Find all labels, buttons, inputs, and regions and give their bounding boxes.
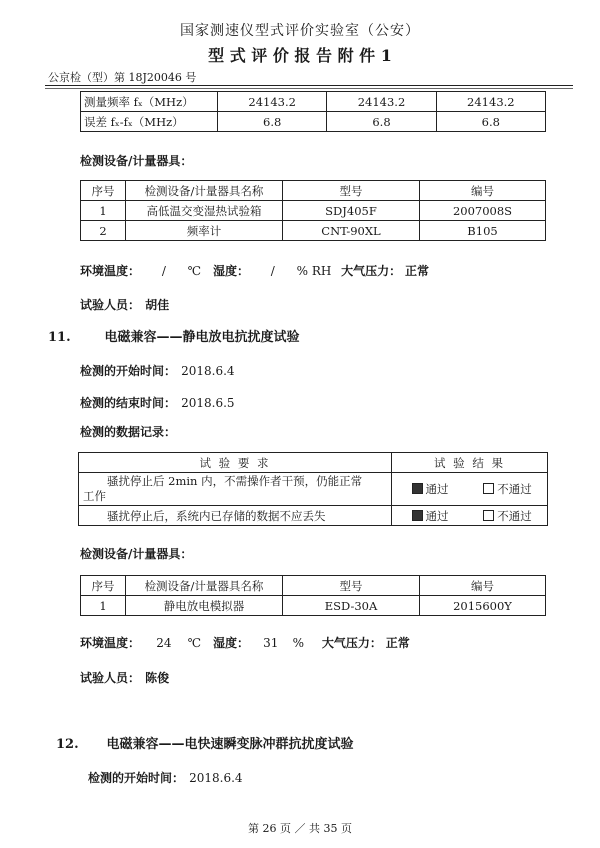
start-time-value: 2018.6.4 (189, 771, 243, 785)
table-cell: B105 (420, 221, 546, 241)
tester-label: 试验人员： (80, 298, 141, 312)
pass-label: 通过 (425, 508, 449, 523)
table-row (81, 201, 546, 221)
header-rule-thin (45, 88, 573, 89)
temp-label: 环境温度： (80, 264, 141, 278)
pressure-value: 正常 (385, 636, 410, 650)
section-number: 11. (48, 330, 71, 345)
table-cell: 高低温交变湿热试验箱 (126, 201, 283, 221)
table-row (81, 92, 546, 112)
end-time-value: 2018.6.5 (181, 396, 235, 410)
tester-name: 胡佳 (145, 298, 170, 312)
tester-label: 试验人员： (80, 671, 141, 685)
pass-label: 通过 (425, 482, 449, 496)
table-header: 型号 (283, 576, 420, 596)
checkbox-empty-icon[interactable] (483, 510, 494, 521)
end-time-line (80, 392, 235, 411)
table-header: 试 验 要 求 (79, 453, 392, 473)
table-row (81, 596, 546, 616)
fail-option[interactable] (468, 506, 548, 526)
checkbox-empty-icon[interactable] (483, 483, 494, 494)
temp-label: 环境温度： (80, 636, 141, 650)
table-cell: 1 (81, 596, 126, 616)
tester-line (80, 294, 169, 313)
temp-value: 24 (156, 636, 172, 650)
table-cell: CNT-90XL (283, 221, 420, 241)
table-row (79, 473, 548, 506)
equipment-heading: 检测设备/计量器具： (80, 547, 193, 561)
start-time-label: 检测的开始时间： (88, 771, 185, 785)
table-cell: 2015600Y (420, 596, 546, 616)
section-title: 电磁兼容——静电放电抗扰度试验 (104, 330, 300, 345)
start-time-line (80, 360, 235, 379)
section-heading-12 (56, 733, 354, 752)
environment-line (80, 262, 429, 279)
table-cell: 24143.2 (327, 92, 436, 112)
page-footer: 第 26 页 ／ 共 35 页 (248, 822, 352, 835)
frequency-table (80, 91, 546, 132)
humidity-unit: % RH (296, 264, 332, 278)
table-header: 试 验 结 果 (392, 453, 548, 473)
table-header: 型号 (283, 181, 420, 201)
table-cell: 24143.2 (218, 92, 327, 112)
equipment-heading: 检测设备/计量器具： (80, 154, 193, 168)
pass-option[interactable] (392, 473, 469, 506)
table-row (79, 506, 548, 526)
temp-unit: ℃ (187, 636, 202, 650)
pressure-value: 正常 (405, 264, 430, 278)
humidity-unit: % (292, 636, 305, 650)
table-cell: 6.8 (327, 112, 436, 132)
start-time-line (88, 767, 243, 786)
table-cell: 2007008S (420, 201, 546, 221)
tester-name: 陈俊 (145, 671, 170, 685)
fail-label: 不通过 (497, 508, 532, 523)
temp-unit: ℃ (187, 264, 202, 278)
section-heading-11 (48, 326, 300, 345)
fail-option[interactable] (468, 473, 548, 506)
table-cell: 静电放电模拟器 (126, 596, 283, 616)
table-header-row (79, 453, 548, 473)
row-label: 误差 fₓ-fₓ（MHz） (81, 112, 218, 132)
table-header: 编号 (420, 181, 546, 201)
checkbox-checked-icon[interactable] (412, 510, 423, 521)
table-cell: 6.8 (218, 112, 327, 132)
humidity-label: 湿度： (212, 264, 249, 278)
table-header: 序号 (81, 181, 126, 201)
table-header-row (81, 181, 546, 201)
section-number: 12. (56, 737, 79, 752)
requirement-cell (79, 473, 392, 506)
lab-name: 国家测速仪型式评价实验室（公安） (180, 23, 420, 39)
header-rule (45, 85, 573, 86)
row-label: 测量频率 fₓ（MHz） (81, 92, 218, 112)
start-time-label: 检测的开始时间： (80, 364, 177, 378)
table-row (81, 112, 546, 132)
table-header-row (81, 576, 546, 596)
equipment-table-10 (80, 180, 546, 241)
checkbox-checked-icon[interactable] (412, 483, 423, 494)
data-record-label: 检测的数据记录： (80, 425, 177, 439)
report-number: 公京检（型）第 18J20046 号 (48, 71, 197, 84)
environment-line (80, 634, 410, 651)
pass-option[interactable] (392, 506, 469, 526)
equipment-table-11 (80, 575, 546, 616)
table-header: 序号 (81, 576, 126, 596)
humidity-value: / (270, 264, 275, 278)
table-header: 检测设备/计量器具名称 (126, 576, 283, 596)
table-cell: 24143.2 (436, 92, 545, 112)
section-title: 电磁兼容——电快速瞬变脉冲群抗扰度试验 (106, 737, 354, 752)
pressure-label: 大气压力： (341, 264, 402, 278)
table-header: 检测设备/计量器具名称 (126, 181, 283, 201)
temp-value: / (161, 264, 166, 278)
requirement-line: 工作 (83, 489, 106, 503)
doc-title: 型 式 评 价 报 告 附 件 1 (208, 46, 392, 65)
table-cell: 1 (81, 201, 126, 221)
table-header: 编号 (420, 576, 546, 596)
humidity-label: 湿度： (212, 636, 249, 650)
table-cell: 2 (81, 221, 126, 241)
end-time-label: 检测的结束时间： (80, 396, 177, 410)
requirement-line: 骚扰停止后 2min 内，不需操作者干预，仍能正常 (107, 474, 363, 488)
tester-line (80, 667, 169, 686)
table-cell: SDJ405F (283, 201, 420, 221)
table-row (81, 221, 546, 241)
requirement-cell: 骚扰停止后，系统内已存储的数据不应丢失 (79, 506, 392, 526)
table-cell: 频率计 (126, 221, 283, 241)
requirement-table (78, 452, 548, 526)
table-cell: 6.8 (436, 112, 545, 132)
start-time-value: 2018.6.4 (181, 364, 235, 378)
table-cell: ESD-30A (283, 596, 420, 616)
fail-label: 不通过 (497, 482, 532, 496)
humidity-value: 31 (263, 636, 279, 650)
pressure-label: 大气压力： (321, 636, 382, 650)
